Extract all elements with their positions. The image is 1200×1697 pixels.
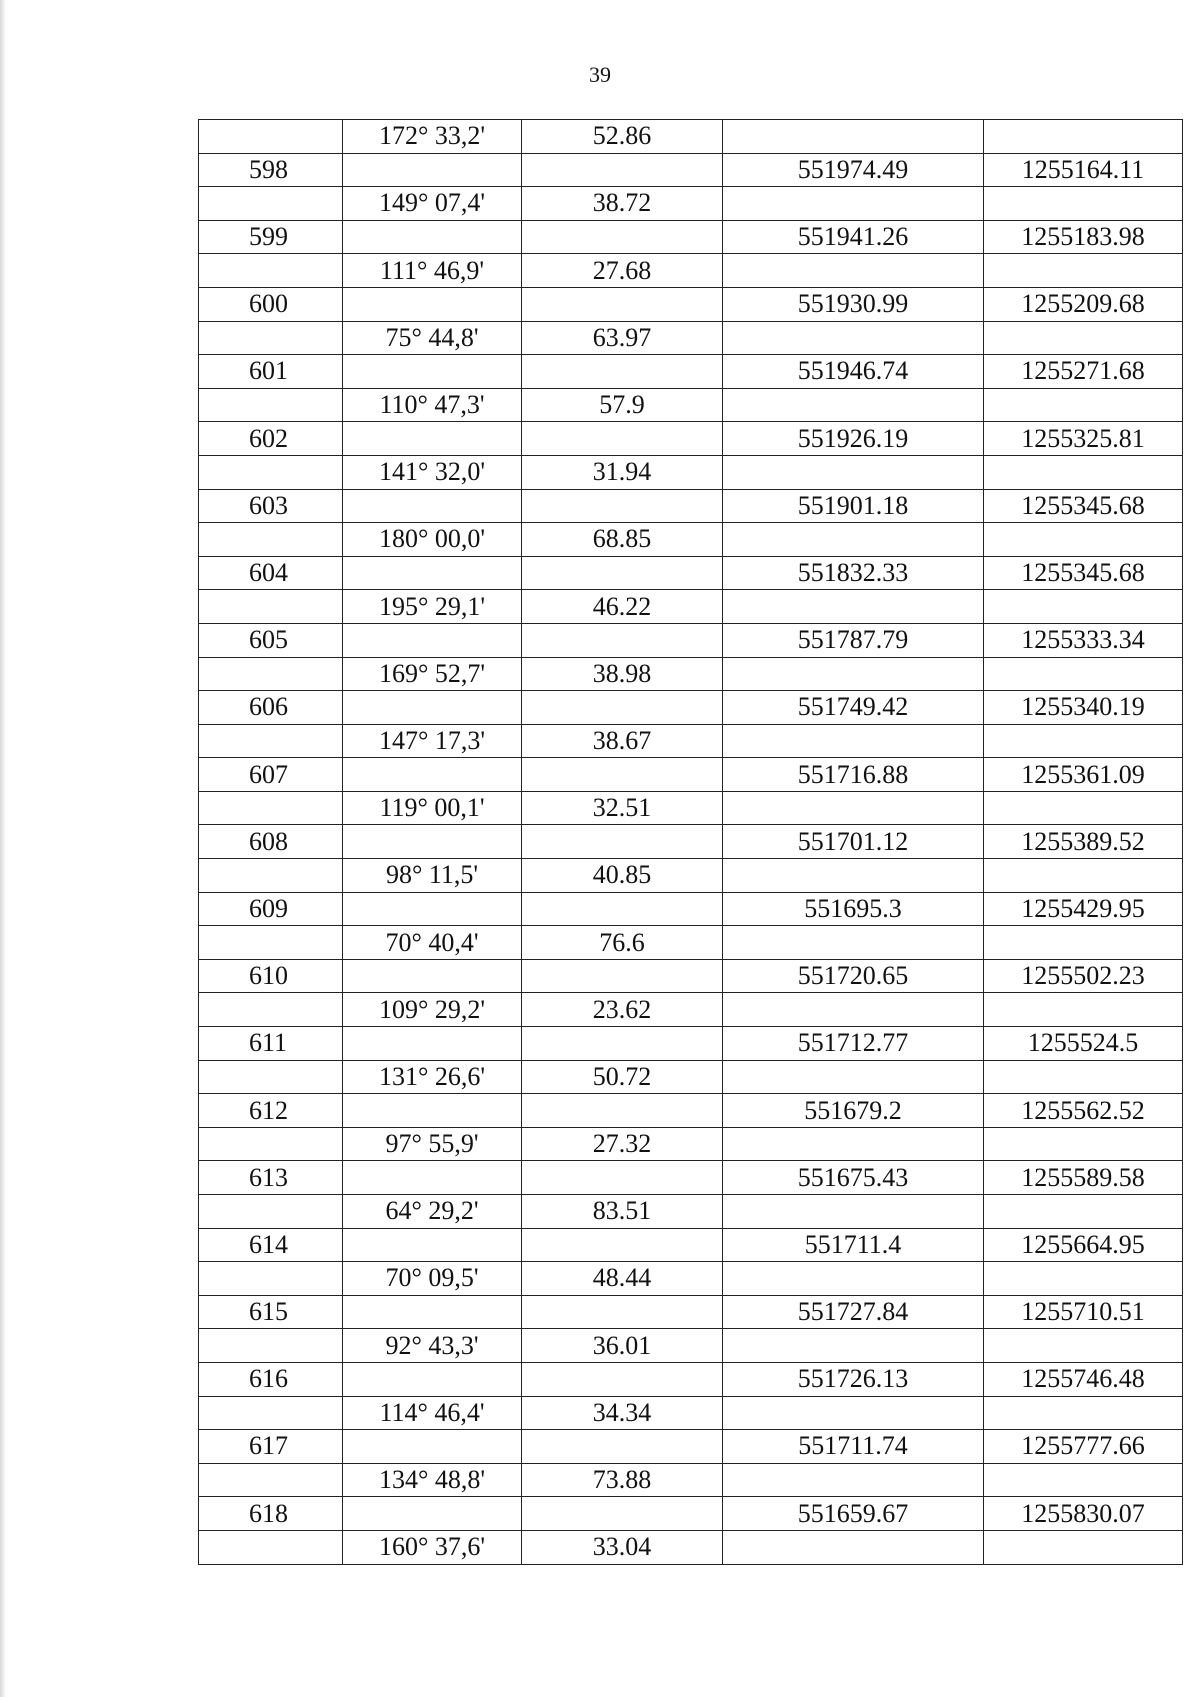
distance-cell: 48.44 <box>522 1262 723 1296</box>
table-row <box>199 489 1183 523</box>
coordinate-y-cell <box>984 590 1183 624</box>
table-row <box>199 657 1183 691</box>
direction-angle-cell: 160° 37,6' <box>343 1530 522 1564</box>
distance-cell: 76.6 <box>522 926 723 960</box>
coordinate-y-cell: 1255830.07 <box>984 1497 1183 1531</box>
point-number-cell: 600 <box>199 287 343 321</box>
direction-angle-cell <box>343 1161 522 1195</box>
coordinate-y-cell <box>984 120 1183 154</box>
point-number-cell <box>199 523 343 557</box>
table-row <box>199 556 1183 590</box>
coordinate-x-cell <box>723 254 984 288</box>
direction-angle-cell <box>343 1430 522 1464</box>
coordinate-y-cell <box>984 523 1183 557</box>
point-number-cell: 611 <box>199 1027 343 1061</box>
point-number-cell: 616 <box>199 1362 343 1396</box>
table-row <box>199 859 1183 893</box>
table-row <box>199 1228 1183 1262</box>
point-number-cell: 608 <box>199 825 343 859</box>
table-row <box>199 1127 1183 1161</box>
distance-cell: 38.67 <box>522 724 723 758</box>
table-row <box>199 1195 1183 1229</box>
coordinate-x-cell <box>723 523 984 557</box>
table-row <box>199 287 1183 321</box>
table-row <box>199 1161 1183 1195</box>
distance-cell: 31.94 <box>522 455 723 489</box>
coordinate-y-cell: 1255746.48 <box>984 1362 1183 1396</box>
direction-angle-cell: 110° 47,3' <box>343 388 522 422</box>
coordinate-y-cell: 1255664.95 <box>984 1228 1183 1262</box>
table-row <box>199 993 1183 1027</box>
coordinate-x-cell <box>723 926 984 960</box>
table-row <box>199 120 1183 154</box>
direction-angle-cell <box>343 959 522 993</box>
direction-angle-cell <box>343 1094 522 1128</box>
point-number-cell <box>199 455 343 489</box>
coordinate-x-cell: 551711.4 <box>723 1228 984 1262</box>
direction-angle-cell <box>343 691 522 725</box>
distance-cell <box>522 1094 723 1128</box>
coordinate-y-cell <box>984 791 1183 825</box>
direction-angle-cell <box>343 1027 522 1061</box>
coordinate-y-cell <box>984 1530 1183 1564</box>
direction-angle-cell: 64° 29,2' <box>343 1195 522 1229</box>
distance-cell <box>522 691 723 725</box>
distance-cell: 73.88 <box>522 1463 723 1497</box>
table-row <box>199 825 1183 859</box>
coordinate-y-cell <box>984 388 1183 422</box>
table-row <box>199 1295 1183 1329</box>
direction-angle-cell <box>343 422 522 456</box>
point-number-cell <box>199 859 343 893</box>
direction-angle-cell: 70° 40,4' <box>343 926 522 960</box>
coordinate-y-cell: 1255361.09 <box>984 758 1183 792</box>
point-number-cell: 599 <box>199 220 343 254</box>
point-number-cell <box>199 657 343 691</box>
direction-angle-cell <box>343 556 522 590</box>
table-row <box>199 1362 1183 1396</box>
coordinate-x-cell: 551711.74 <box>723 1430 984 1464</box>
distance-cell <box>522 153 723 187</box>
direction-angle-cell <box>343 1228 522 1262</box>
coordinate-x-cell: 551712.77 <box>723 1027 984 1061</box>
direction-angle-cell: 131° 26,6' <box>343 1060 522 1094</box>
distance-cell: 23.62 <box>522 993 723 1027</box>
coordinate-y-cell: 1255777.66 <box>984 1430 1183 1464</box>
direction-angle-cell <box>343 1295 522 1329</box>
coordinates-table-body <box>199 120 1183 1565</box>
table-row <box>199 1262 1183 1296</box>
distance-cell <box>522 1430 723 1464</box>
direction-angle-cell: 119° 00,1' <box>343 791 522 825</box>
distance-cell <box>522 287 723 321</box>
point-number-cell: 598 <box>199 153 343 187</box>
table-row <box>199 1530 1183 1564</box>
coordinate-x-cell: 551695.3 <box>723 892 984 926</box>
distance-cell: 27.68 <box>522 254 723 288</box>
scan-edge-shadow <box>0 0 6 1697</box>
point-number-cell <box>199 120 343 154</box>
distance-cell <box>522 355 723 389</box>
coordinate-y-cell: 1255589.58 <box>984 1161 1183 1195</box>
table-row <box>199 153 1183 187</box>
table-row <box>199 691 1183 725</box>
coordinate-y-cell: 1255325.81 <box>984 422 1183 456</box>
direction-angle-cell: 180° 00,0' <box>343 523 522 557</box>
distance-cell <box>522 1295 723 1329</box>
point-number-cell <box>199 254 343 288</box>
table-row <box>199 959 1183 993</box>
direction-angle-cell <box>343 220 522 254</box>
table-row <box>199 1497 1183 1531</box>
point-number-cell: 603 <box>199 489 343 523</box>
distance-cell <box>522 1362 723 1396</box>
table-row <box>199 590 1183 624</box>
distance-cell: 46.22 <box>522 590 723 624</box>
coordinate-y-cell <box>984 1127 1183 1161</box>
table-row <box>199 388 1183 422</box>
table-row <box>199 422 1183 456</box>
coordinate-y-cell <box>984 1329 1183 1363</box>
distance-cell <box>522 422 723 456</box>
coordinate-y-cell: 1255333.34 <box>984 623 1183 657</box>
direction-angle-cell <box>343 153 522 187</box>
coordinate-y-cell: 1255209.68 <box>984 287 1183 321</box>
coordinate-x-cell: 551941.26 <box>723 220 984 254</box>
table-row <box>199 758 1183 792</box>
coordinate-x-cell: 551675.43 <box>723 1161 984 1195</box>
table-row <box>199 254 1183 288</box>
coordinate-x-cell <box>723 724 984 758</box>
coordinate-x-cell: 551716.88 <box>723 758 984 792</box>
distance-cell: 63.97 <box>522 321 723 355</box>
point-number-cell <box>199 724 343 758</box>
table-row <box>199 926 1183 960</box>
page-number: 39 <box>589 62 611 87</box>
point-number-cell: 612 <box>199 1094 343 1128</box>
table-row <box>199 355 1183 389</box>
point-number-cell <box>199 1262 343 1296</box>
coordinate-y-cell: 1255183.98 <box>984 220 1183 254</box>
table-row <box>199 455 1183 489</box>
table-row <box>199 1396 1183 1430</box>
direction-angle-cell: 172° 33,2' <box>343 120 522 154</box>
coordinate-x-cell: 551701.12 <box>723 825 984 859</box>
distance-cell <box>522 892 723 926</box>
point-number-cell: 613 <box>199 1161 343 1195</box>
table-row <box>199 1430 1183 1464</box>
coordinate-x-cell: 551901.18 <box>723 489 984 523</box>
coordinate-x-cell: 551832.33 <box>723 556 984 590</box>
point-number-cell <box>199 926 343 960</box>
distance-cell: 40.85 <box>522 859 723 893</box>
coordinate-y-cell <box>984 657 1183 691</box>
table-row <box>199 892 1183 926</box>
distance-cell <box>522 556 723 590</box>
direction-angle-cell: 195° 29,1' <box>343 590 522 624</box>
coordinate-x-cell <box>723 1195 984 1229</box>
direction-angle-cell: 134° 48,8' <box>343 1463 522 1497</box>
direction-angle-cell: 92° 43,3' <box>343 1329 522 1363</box>
distance-cell <box>522 220 723 254</box>
coordinate-x-cell: 551679.2 <box>723 1094 984 1128</box>
direction-angle-cell <box>343 825 522 859</box>
point-number-cell: 606 <box>199 691 343 725</box>
direction-angle-cell <box>343 1362 522 1396</box>
distance-cell: 52.86 <box>522 120 723 154</box>
coordinate-y-cell: 1255429.95 <box>984 892 1183 926</box>
coordinate-x-cell: 551659.67 <box>723 1497 984 1531</box>
coordinate-x-cell <box>723 1329 984 1363</box>
distance-cell <box>522 1497 723 1531</box>
coordinate-y-cell: 1255502.23 <box>984 959 1183 993</box>
coordinate-x-cell: 551787.79 <box>723 623 984 657</box>
coordinate-x-cell <box>723 187 984 221</box>
distance-cell: 36.01 <box>522 1329 723 1363</box>
distance-cell: 68.85 <box>522 523 723 557</box>
direction-angle-cell: 141° 32,0' <box>343 455 522 489</box>
direction-angle-cell <box>343 489 522 523</box>
point-number-cell <box>199 1195 343 1229</box>
distance-cell: 38.72 <box>522 187 723 221</box>
point-number-cell <box>199 1127 343 1161</box>
distance-cell: 57.9 <box>522 388 723 422</box>
direction-angle-cell: 97° 55,9' <box>343 1127 522 1161</box>
point-number-cell <box>199 993 343 1027</box>
direction-angle-cell <box>343 355 522 389</box>
point-number-cell: 610 <box>199 959 343 993</box>
coordinate-x-cell: 551749.42 <box>723 691 984 725</box>
distance-cell: 27.32 <box>522 1127 723 1161</box>
coordinate-x-cell <box>723 1530 984 1564</box>
direction-angle-cell <box>343 892 522 926</box>
direction-angle-cell: 70° 09,5' <box>343 1262 522 1296</box>
coordinate-x-cell <box>723 791 984 825</box>
direction-angle-cell <box>343 287 522 321</box>
distance-cell: 32.51 <box>522 791 723 825</box>
table-row <box>199 791 1183 825</box>
point-number-cell <box>199 1329 343 1363</box>
coordinate-y-cell: 1255562.52 <box>984 1094 1183 1128</box>
direction-angle-cell: 169° 52,7' <box>343 657 522 691</box>
coordinate-x-cell: 551946.74 <box>723 355 984 389</box>
coordinate-x-cell <box>723 455 984 489</box>
coordinate-y-cell <box>984 1463 1183 1497</box>
distance-cell <box>522 825 723 859</box>
coordinate-y-cell <box>984 254 1183 288</box>
point-number-cell: 602 <box>199 422 343 456</box>
point-number-cell: 604 <box>199 556 343 590</box>
coordinate-y-cell <box>984 1396 1183 1430</box>
direction-angle-cell <box>343 623 522 657</box>
coordinate-x-cell: 551974.49 <box>723 153 984 187</box>
point-number-cell: 605 <box>199 623 343 657</box>
coordinate-x-cell <box>723 120 984 154</box>
point-number-cell: 618 <box>199 1497 343 1531</box>
direction-angle-cell: 75° 44,8' <box>343 321 522 355</box>
direction-angle-cell <box>343 1497 522 1531</box>
coordinate-x-cell: 551726.13 <box>723 1362 984 1396</box>
table-row <box>199 724 1183 758</box>
table-row <box>199 523 1183 557</box>
distance-cell <box>522 1161 723 1195</box>
table-row <box>199 1060 1183 1094</box>
distance-cell: 38.98 <box>522 657 723 691</box>
coordinate-x-cell <box>723 1060 984 1094</box>
coordinate-y-cell <box>984 321 1183 355</box>
table-row <box>199 321 1183 355</box>
coordinate-y-cell <box>984 1060 1183 1094</box>
direction-angle-cell: 109° 29,2' <box>343 993 522 1027</box>
coordinate-x-cell <box>723 1463 984 1497</box>
distance-cell: 50.72 <box>522 1060 723 1094</box>
point-number-cell: 609 <box>199 892 343 926</box>
coordinate-y-cell: 1255345.68 <box>984 556 1183 590</box>
distance-cell <box>522 1027 723 1061</box>
point-number-cell <box>199 791 343 825</box>
point-number-cell <box>199 388 343 422</box>
coordinate-x-cell: 551720.65 <box>723 959 984 993</box>
coordinate-y-cell: 1255389.52 <box>984 825 1183 859</box>
distance-cell <box>522 489 723 523</box>
coordinate-y-cell <box>984 1262 1183 1296</box>
point-number-cell: 615 <box>199 1295 343 1329</box>
coordinate-x-cell <box>723 388 984 422</box>
coordinate-y-cell <box>984 926 1183 960</box>
coordinate-y-cell: 1255164.11 <box>984 153 1183 187</box>
coordinate-x-cell <box>723 590 984 624</box>
table-row <box>199 220 1183 254</box>
coordinate-y-cell <box>984 724 1183 758</box>
coordinate-y-cell: 1255271.68 <box>984 355 1183 389</box>
point-number-cell <box>199 1463 343 1497</box>
coordinate-x-cell: 551727.84 <box>723 1295 984 1329</box>
direction-angle-cell: 111° 46,9' <box>343 254 522 288</box>
coordinate-x-cell <box>723 321 984 355</box>
coordinate-y-cell: 1255340.19 <box>984 691 1183 725</box>
direction-angle-cell: 149° 07,4' <box>343 187 522 221</box>
direction-angle-cell: 98° 11,5' <box>343 859 522 893</box>
coordinate-y-cell <box>984 455 1183 489</box>
coordinate-x-cell <box>723 657 984 691</box>
coordinate-y-cell: 1255524.5 <box>984 1027 1183 1061</box>
coordinate-x-cell: 551930.99 <box>723 287 984 321</box>
coordinate-x-cell <box>723 1127 984 1161</box>
distance-cell <box>522 1228 723 1262</box>
distance-cell <box>522 623 723 657</box>
coordinate-x-cell <box>723 1396 984 1430</box>
point-number-cell: 607 <box>199 758 343 792</box>
point-number-cell <box>199 321 343 355</box>
point-number-cell: 601 <box>199 355 343 389</box>
coordinate-x-cell <box>723 859 984 893</box>
direction-angle-cell: 147° 17,3' <box>343 724 522 758</box>
coordinate-x-cell <box>723 1262 984 1296</box>
point-number-cell: 614 <box>199 1228 343 1262</box>
table-row <box>199 1027 1183 1061</box>
point-number-cell <box>199 590 343 624</box>
coordinate-x-cell <box>723 993 984 1027</box>
table-row <box>199 1329 1183 1363</box>
distance-cell <box>522 758 723 792</box>
coordinate-y-cell: 1255710.51 <box>984 1295 1183 1329</box>
coordinate-y-cell <box>984 1195 1183 1229</box>
point-number-cell <box>199 1396 343 1430</box>
distance-cell: 34.34 <box>522 1396 723 1430</box>
coordinate-y-cell <box>984 859 1183 893</box>
table-row <box>199 187 1183 221</box>
table-row <box>199 1094 1183 1128</box>
direction-angle-cell: 114° 46,4' <box>343 1396 522 1430</box>
table-row <box>199 623 1183 657</box>
distance-cell: 83.51 <box>522 1195 723 1229</box>
direction-angle-cell <box>343 758 522 792</box>
coordinate-y-cell: 1255345.68 <box>984 489 1183 523</box>
coordinate-y-cell <box>984 187 1183 221</box>
distance-cell <box>522 959 723 993</box>
point-number-cell <box>199 1060 343 1094</box>
distance-cell: 33.04 <box>522 1530 723 1564</box>
coordinates-table <box>198 119 1183 1565</box>
point-number-cell <box>199 187 343 221</box>
coordinate-x-cell: 551926.19 <box>723 422 984 456</box>
table-row <box>199 1463 1183 1497</box>
point-number-cell <box>199 1530 343 1564</box>
coordinate-y-cell <box>984 993 1183 1027</box>
point-number-cell: 617 <box>199 1430 343 1464</box>
